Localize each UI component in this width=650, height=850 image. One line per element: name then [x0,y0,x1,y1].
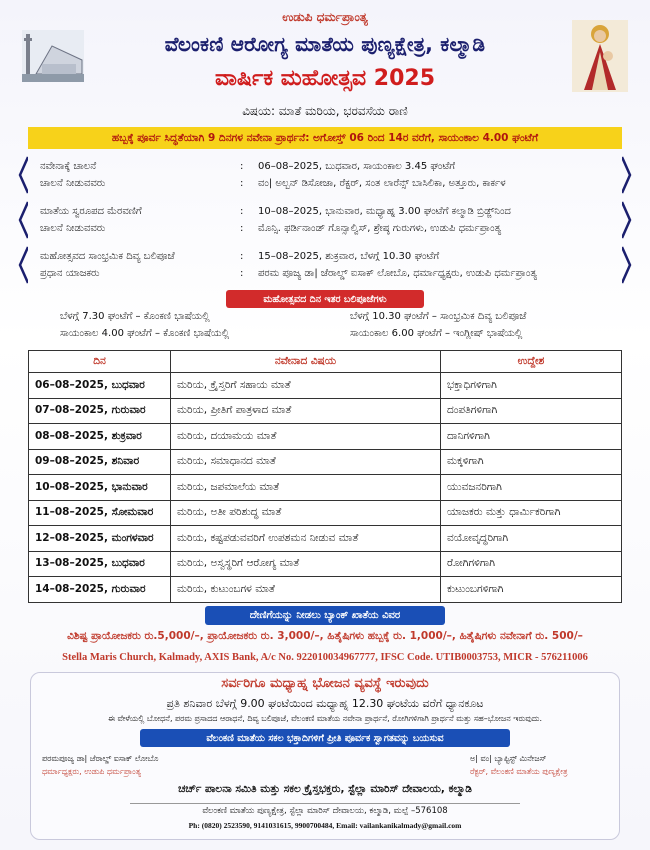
diocese-name: ಉಡುಪಿ ಧರ್ಮಪ್ರಾಂತ್ಯ [282,10,368,24]
info-row [40,203,618,220]
info-colon: : [240,268,244,279]
festival-title: ವಾರ್ಷಿಕ ಮಹೋತ್ಸವ 2025 [214,66,435,91]
bank-details-title: ದೇಣಿಗೆಯನ್ನು ನೀಡಲು ಬ್ಯಾಂಕ್ ಖಾತೆಯ ವಿವರ [205,606,445,625]
extra-masses-title: ಮಹೋತ್ಸವದ ದಿನ ಇತರ ಬಲಿಪೂಜೆಗಳು [226,290,424,308]
cell-topic: ಮರಿಯ, ಪ್ರೀತಿಗೆ ಪಾತ್ರಳಾದ ಮಾತೆ [171,398,441,424]
cell-intention: ಕುಟುಂಬಗಳಿಗಾಗಿ [441,577,622,603]
retreat-note: ಈ ವೇಳೆಯಲ್ಲಿ ಬೋಧನೆ, ಪರಮ ಪ್ರಸಾದದ ಆರಾಧನೆ, ದಿವ್ಯ ಬಲಿಪೂಜೆ, ವೆಲಂಕಣಿ ಮಾತೆಯ ನವೇನಾ ಪ್ರಾರ್ಥನೆ, ರೋಗಿಗಳಿಗಾಗಿ ಪ್ರಾರ್ಥನೆ ಮತ್ತು ಸಹ–ಭೋಜನ ಇರುವುದು. [108,714,542,723]
info-colon: : [240,178,244,189]
table-row [29,577,622,603]
chevron-left-icon [18,246,28,284]
chevron-left-icon [18,156,28,194]
cell-topic: ಮರಿಯ, ಅತೀ ಪರಿಶುದ್ಧ ಮಾತೆ [171,500,441,526]
cell-intention: ಮಕ್ಕಳಿಗಾಗಿ [441,449,622,475]
info-label: ಮಾತೆಯ ಸ್ವರೂಪದ ಮೆರವಣಿಗೆ [40,206,142,217]
info-row [40,220,618,237]
info-row [40,158,618,175]
festival-theme: ವಿಷಯ: ಮಾತೆ ಮರಿಯ, ಭರವಸೆಯ ರಾಣಿ [242,104,408,118]
cell-topic: ಮರಿಯ, ದಯಾಮಯ ಮಾತೆ [171,424,441,450]
cell-intention: ಯಾಜಕರು ಮತ್ತು ಧಾರ್ಮಿಕರಿಗಾಗಿ [441,500,622,526]
info-value: ಮೊನ್ಸಿ. ಫರ್ಡಿನಾಂಡ್ ಗೊನ್ಸಾಲ್ವಿಸ್, ಶ್ರೇಷ್ಠ ಗುರುಗಳು, ಉಡುಪಿ ಧರ್ಮಪ್ರಾಂತ್ಯ [258,223,502,234]
cell-intention: ದಂಪತಿಗಳಿಗಾಗಿ [441,398,622,424]
extra-mass-item: ಬೆಳಗ್ಗೆ 7.30 ಘಂಟೆಗೆ – ಕೊಂಕಣಿ ಭಾಷೆಯಲ್ಲಿ [60,311,210,322]
signatory-name: ಅ| ವಂ| ಬ್ಯಾಪ್ಟಿಸ್ಟ್ ಮಿನೇಜಸ್ [470,754,547,763]
info-block-novena-start [28,156,622,194]
chevron-right-icon [622,156,632,194]
signatory-bishop [42,752,159,778]
table-row [29,551,622,577]
cell-day: 07–08–2025, ಗುರುವಾರ [29,398,171,424]
bank-account-details: Stella Maris Church, Kalmady, AXIS Bank, A/c No. 922010034967777, IFSC Code. UTIB0003753, MICR - 576211006 [62,652,588,663]
lunch-title: ಸರ್ವರಿಗೂ ಮಧ್ಯಾಹ್ನ ಭೋಜನ ವ್ಯವಸ್ಥೆ ಇರುವುದು [221,676,429,691]
info-label: ನವೇನಾಕ್ಕೆ ಚಾಲನೆ [40,161,97,172]
extra-mass-item: ಸಾಯಂಕಾಲ 6.00 ಘಂಟೆಗೆ – ಇಂಗ್ಲೀಷ್ ಭಾಷೆಯಲ್ಲಿ [350,328,523,339]
retreat-timing: ಪ್ರತಿ ಶನಿವಾರ ಬೆಳಗ್ಗೆ 9.00 ಘಂಟೆಯಿಂದ ಮಧ್ಯಾಹ್ನ 12.30 ಘಂಟೆಯ ವರೆಗೆ ಧ್ಯಾನಕೂಟ [166,697,484,710]
table-row [29,398,622,424]
cell-intention: ರೋಗಿಗಳಿಗಾಗಿ [441,551,622,577]
cell-day: 08–08–2025, ಶುಕ್ರವಾರ [29,424,171,450]
cell-topic: ಮರಿಯ, ಅಸ್ವಸ್ಥರಿಗೆ ಆರೋಗ್ಯ ಮಾತೆ [171,551,441,577]
cell-day: 06–08–2025, ಬುಧವಾರ [29,373,171,399]
info-value: ಪರಮ ಪೂಜ್ಯ ಡಾ| ಜೆರಾಲ್ಡ್ ಐಸಾಕ್ ಲೋಬೊ, ಧರ್ಮಾಧ್ಯಕ್ಷರು, ಉಡುಪಿ ಧರ್ಮಪ್ರಾಂತ್ಯ [258,268,537,279]
shrine-title: ವೆಲಂಕಣಿ ಆರೋಗ್ಯ ಮಾತೆಯ ಪುಣ್ಯಕ್ಷೇತ್ರ, ಕಲ್ಮಾಡಿ [164,32,486,56]
info-colon: : [240,223,244,234]
contact-details: Ph: (0820) 2523590, 9141031615, 9900700484, Email: vailankanikalmady@gmail.com [188,821,462,830]
info-block-festival-mass [28,246,622,284]
cell-intention: ದಾನಿಗಳಿಗಾಗಿ [441,424,622,450]
signatory-name: ಪರಮಪೂಜ್ಯ ಡಾ| ಜೆರಾಲ್ಡ್ ಐಸಾಕ್ ಲೋಬೊ [42,754,159,763]
info-value: 15–08–2025, ಶುಕ್ರವಾರ, ಬೆಳಗ್ಗೆ 10.30 ಘಂಟೆಗೆ [258,251,440,262]
cell-topic: ಮರಿಯ, ಕುಟುಂಬಗಳ ಮಾತೆ [171,577,441,603]
cell-intention: ಯುವಜನರಿಗಾಗಿ [441,475,622,501]
info-colon: : [240,206,244,217]
table-row [29,449,622,475]
cell-intention: ಭಕ್ತಾಧಿಗಳಿಗಾಗಿ [441,373,622,399]
cell-topic: ಮರಿಯ, ಸಮಾಧಾನದ ಮಾತೆ [171,449,441,475]
cell-day: 11–08–2025, ಸೋಮವಾರ [29,500,171,526]
donation-categories: ವಿಶಿಷ್ಟ ಪ್ರಾಯೋಜಕರು ರು.5,000/–, ಪ್ರಾಯೋಜಕರು ರು. 3,000/–, ಹಿತೈಷಿಗಳು ಹಬ್ಬಕ್ಕೆ ರು. 1,000/–, ಹಿತೈಷಿಗಳು ನವೇನಾಗೆ ರು. 500/– [67,630,583,642]
cell-topic: ಮರಿಯ, ಜಪಮಾಲೆಯ ಮಾತೆ [171,475,441,501]
cell-day: 14–08–2025, ಗುರುವಾರ [29,577,171,603]
cell-topic: ಮರಿಯ, ಕಷ್ಟಪಡುವವರಿಗೆ ಉಪಶಮನ ನೀಡುವ ಮಾತೆ [171,526,441,552]
address: ವೆಲಂಕಣಿ ಮಾತೆಯ ಪುಣ್ಯಕ್ಷೇತ್ರ, ಸ್ಟೆಲ್ಲಾ ಮಾರಿಸ್ ದೇವಾಲಯ, ಕಲ್ಮಾಡಿ, ಮಲ್ಪೆ –576108 [130,803,520,817]
info-row [40,248,618,265]
cell-topic: ಮರಿಯ, ಕ್ರೈಸ್ತರಿಗೆ ಸಹಾಯ ಮಾತೆ [171,373,441,399]
info-row [40,175,618,192]
cell-day: 13–08–2025, ಬುಧವಾರ [29,551,171,577]
table-header-row [29,351,622,373]
committee-name: ಚರ್ಚ್ ಪಾಲನಾ ಸಮಿತಿ ಮತ್ತು ಸಕಲ ಕ್ರೈಸ್ತಭಕ್ತರು, ಸ್ಟೆಲ್ಲಾ ಮಾರಿಸ್ ದೇವಾಲಯ, ಕಲ್ಮಾಡಿ [178,783,472,795]
cell-intention: ವಯೋವೃದ್ಧರಿಗಾಗಿ [441,526,622,552]
cell-day: 12–08–2025, ಮಂಗಳವಾರ [29,526,171,552]
cell-day: 10–08–2025, ಭಾನುವಾರ [29,475,171,501]
extra-mass-item: ಸಾಯಂಕಾಲ 4.00 ಘಂಟೆಗೆ – ಕೊಂಕಣಿ ಭಾಷೆಯಲ್ಲಿ [60,328,230,339]
info-label: ಚಾಲನೆ ನೀಡುವವರು [40,178,106,189]
info-block-procession [28,201,622,239]
novena-notice-banner: ಹಬ್ಬಕ್ಕೆ ಪೂರ್ವ ಸಿದ್ಧತೆಯಾಗಿ 9 ದಿನಗಳ ನವೇನಾ ಪ್ರಾರ್ಥನೆ: ಅಗೋಸ್ತ್ 06 ರಿಂದ 14ರ ವರೆಗೆ, ಸಾಯಂಕಾಲ 4.00 ಘಂಟೆಗೆ [28,127,622,149]
column-header-day: ದಿನ [29,351,171,373]
chevron-right-icon [622,246,632,284]
info-colon: : [240,161,244,172]
table-row [29,475,622,501]
info-label: ಪ್ರಧಾನ ಯಾಜಕರು [40,268,100,279]
signatory-rector [470,752,568,778]
extra-mass-item: ಬೆಳಗ್ಗೆ 10.30 ಘಂಟೆಗೆ – ಸಾಂಭ್ರಮಿಕ ದಿವ್ಯ ಬಲಿಪೂಜೆ [350,311,527,322]
info-label: ಚಾಲನೆ ನೀಡುವವರು [40,223,106,234]
novena-schedule-table [28,350,622,603]
info-value: 06–08–2025, ಬುಧವಾರ, ಸಾಯಂಕಾಲ 3.45 ಘಂಟೆಗೆ [258,161,456,172]
column-header-topic: ನವೇನಾದ ವಿಷಯ [171,351,441,373]
signatory-role: ಧರ್ಮಾಧ್ಯಕ್ಷರು, ಉಡುಪಿ ಧರ್ಮಪ್ರಾಂತ್ಯ [42,767,142,776]
table-row [29,526,622,552]
table-row [29,373,622,399]
column-header-intention: ಉದ್ದೇಶ [441,351,622,373]
chevron-left-icon [18,201,28,239]
info-row [40,265,618,282]
signatory-role: ರೆಕ್ಟರ್, ವೆಲಂಕಣಿ ಮಾತೆಯ ಪುಣ್ಯಕ್ಷೇತ್ರ [470,767,568,776]
welcome-banner: ವೆಲಂಕಣಿ ಮಾತೆಯ ಸಕಲ ಭಕ್ತಾದಿಗಳಿಗೆ ಪ್ರೀತಿ ಪೂರ್ವಕ ಸ್ವಾಗತವನ್ನು ಬಯಸುವ [140,729,510,747]
cell-day: 09–08–2025, ಶನಿವಾರ [29,449,171,475]
info-label: ಮಹೋತ್ಸವದ ಸಾಂಭ್ರಮಿಕ ದಿವ್ಯ ಬಲಿಪೂಜೆ [40,251,175,262]
poster-header [0,0,650,130]
table-row [29,500,622,526]
table-row [29,424,622,450]
info-value: 10–08–2025, ಭಾನುವಾರ, ಮಧ್ಯಾಹ್ನ 3.00 ಘಂಟೆಗೆ ಕಲ್ಮಾಡಿ ಬ್ರಿಡ್ಜ್‌ನಿಂದ [258,206,511,217]
info-colon: : [240,251,244,262]
chevron-right-icon [622,201,632,239]
info-value: ವಂ| ಅಲ್ಬನ್ ಡಿಸೋಜಾ, ರೆಕ್ಟರ್, ಸಂತ ಲಾರೆನ್ಸ್ ಬಾಸಿಲಿಕಾ, ಅತ್ತೂರು, ಕಾರ್ಕಳ [258,178,506,189]
